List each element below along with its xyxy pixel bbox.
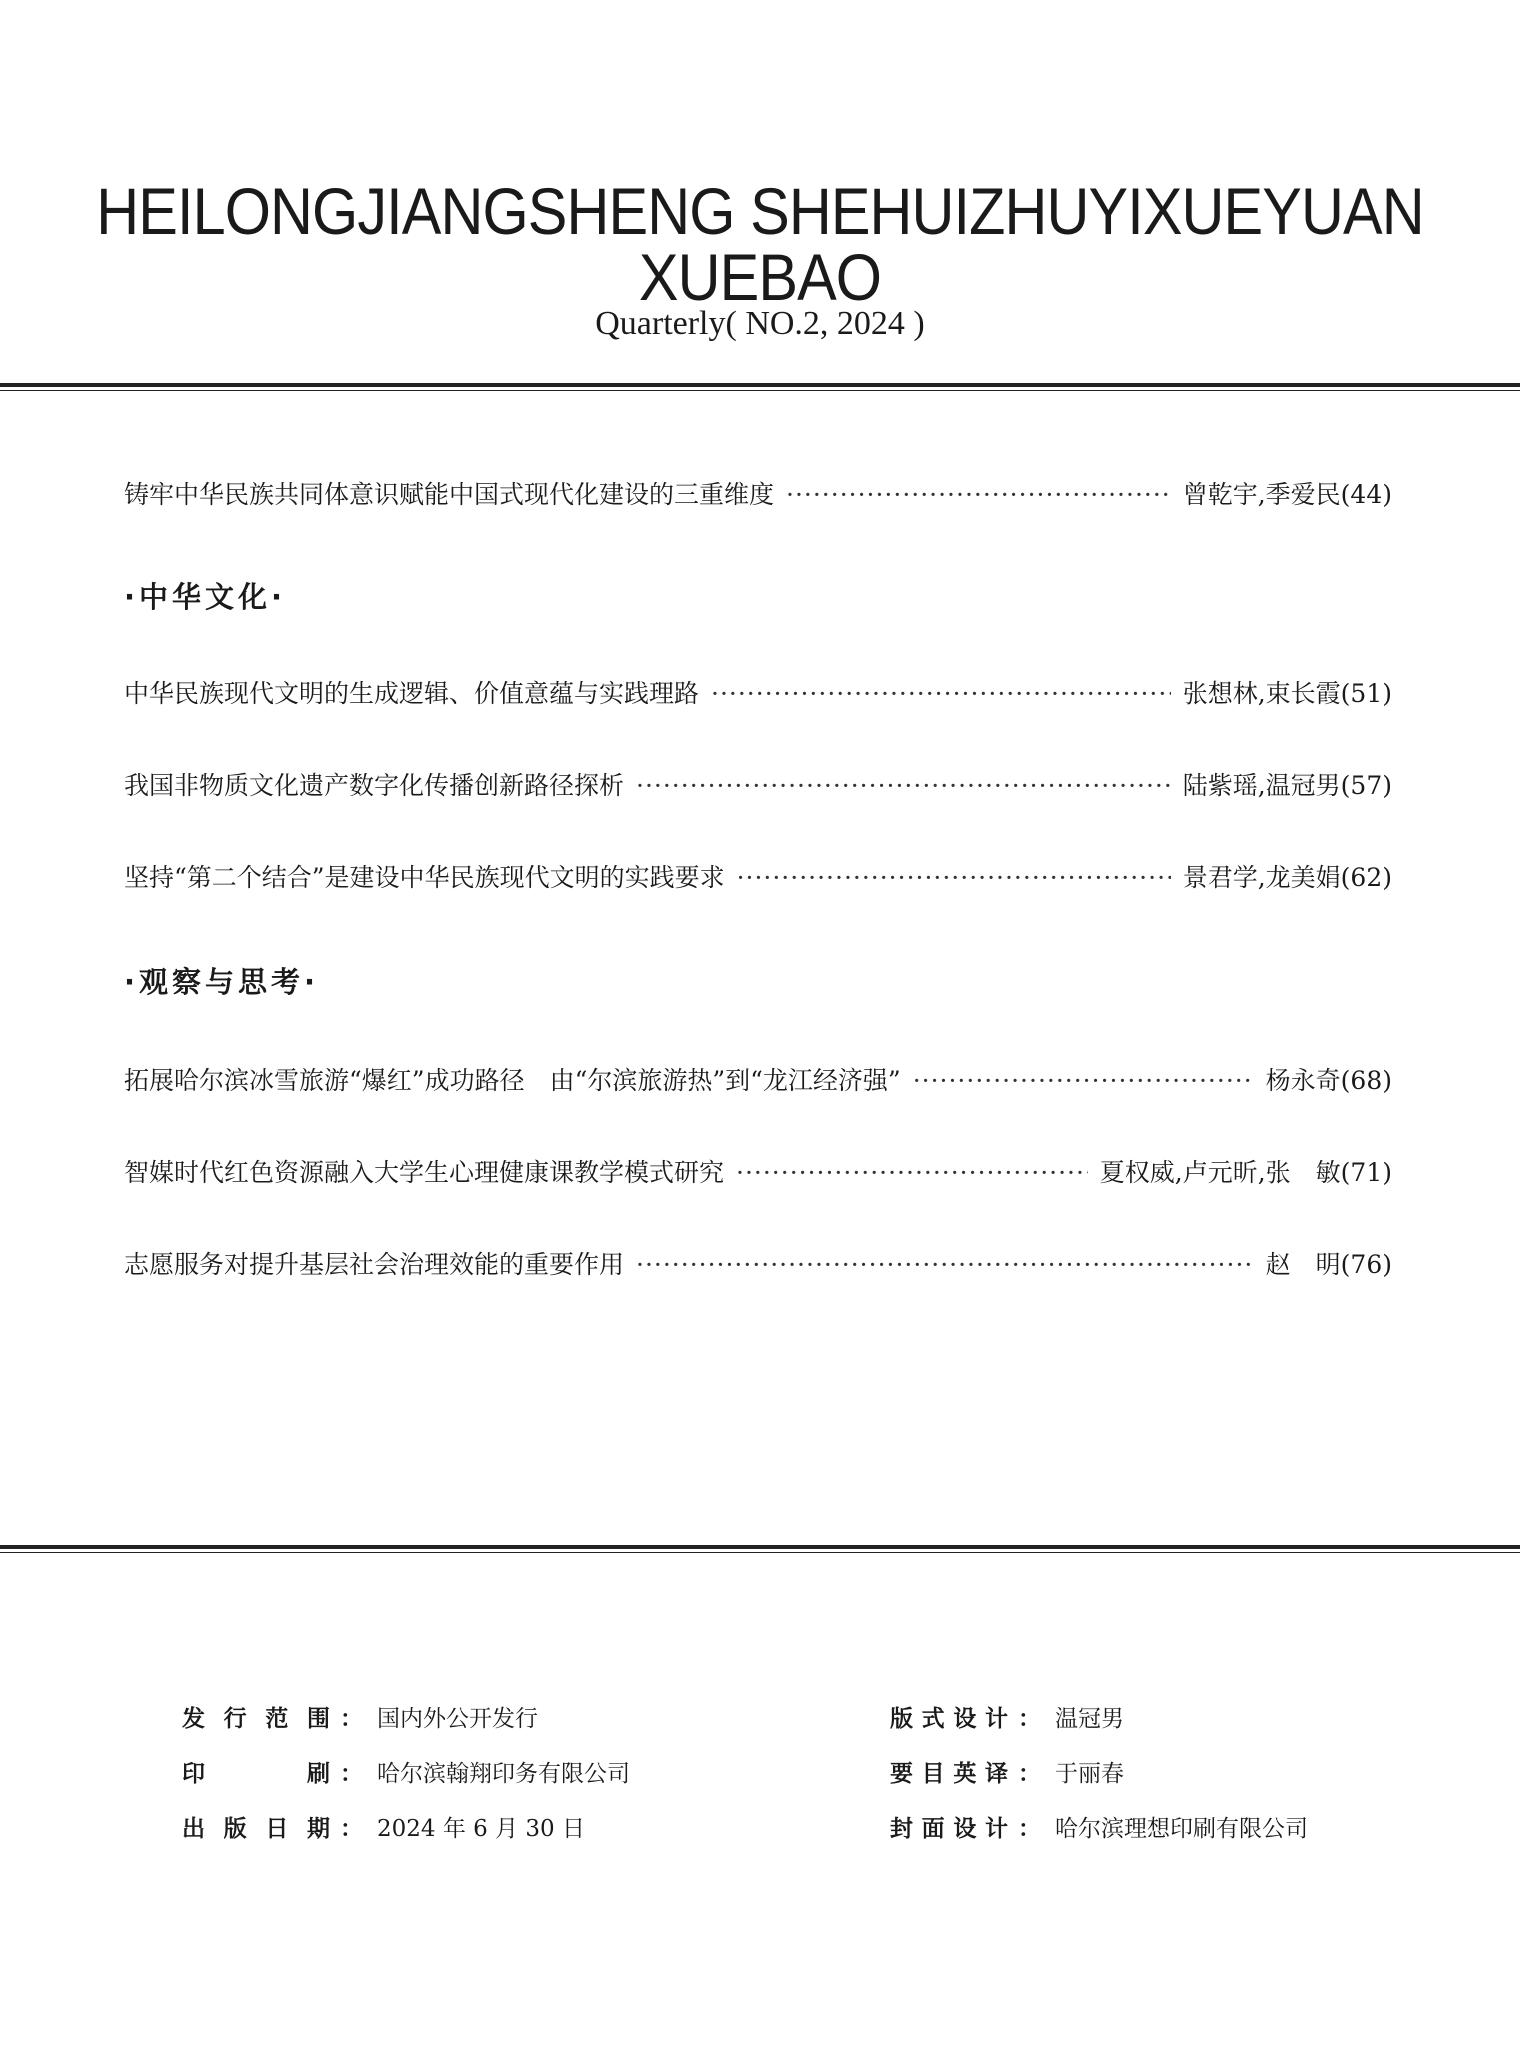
info-publish-date bbox=[182, 1810, 585, 1843]
info-colon: ： bbox=[1018, 1706, 1041, 1732]
info-label: 印刷 bbox=[182, 1761, 330, 1787]
toc-entry-title: 坚持“第二个结合”是建设中华民族现代文明的实践要求 bbox=[124, 863, 725, 892]
toc-entry-authors: 陆紫瑶,温冠男(57) bbox=[1182, 771, 1392, 800]
section-heading-chinese-culture: ·中华文化· bbox=[124, 580, 287, 614]
toc-entry-authors: 杨永奇(68) bbox=[1265, 1066, 1392, 1095]
toc-entry[interactable] bbox=[124, 475, 1392, 511]
toc-entry[interactable] bbox=[124, 858, 1392, 894]
info-label: 出版日期 bbox=[182, 1816, 330, 1842]
info-value: 哈尔滨翰翔印务有限公司 bbox=[377, 1761, 630, 1787]
info-colon: ： bbox=[340, 1816, 363, 1842]
info-value: 于丽春 bbox=[1055, 1761, 1124, 1787]
dot-leader bbox=[737, 863, 1171, 892]
toc-entry-title: 中华民族现代文明的生成逻辑、价值意蕴与实践理路 bbox=[124, 679, 700, 708]
toc-entry-authors: 张想林,束长霞(51) bbox=[1182, 679, 1392, 708]
toc-entry-title: 铸牢中华民族共同体意识赋能中国式现代化建设的三重维度 bbox=[124, 480, 775, 509]
info-label: 发行范围 bbox=[182, 1706, 330, 1732]
info-colon: ： bbox=[340, 1706, 363, 1732]
issue-info: Quarterly( NO.2, 2024 ) bbox=[595, 305, 925, 342]
info-distribution bbox=[182, 1700, 538, 1733]
info-colon: ： bbox=[1018, 1816, 1041, 1842]
toc-entry-authors: 景君学,龙美娟(62) bbox=[1182, 863, 1392, 892]
dot-leader bbox=[913, 1066, 1254, 1095]
info-label: 要目英译 bbox=[890, 1761, 1008, 1787]
info-value: 哈尔滨理想印刷有限公司 bbox=[1055, 1816, 1308, 1842]
info-layout-design bbox=[890, 1700, 1124, 1733]
toc-entry-authors: 夏权威,卢元昕,张 敏(71) bbox=[1099, 1158, 1392, 1187]
bottom-divider bbox=[0, 1545, 1520, 1553]
info-label: 封面设计 bbox=[890, 1816, 1008, 1842]
dot-leader bbox=[711, 679, 1171, 708]
toc-entry-title: 拓展哈尔滨冰雪旅游“爆红”成功路径 由“尔滨旅游热”到“龙江经济强” bbox=[124, 1066, 901, 1095]
top-divider bbox=[0, 383, 1520, 391]
toc-entry-title: 志愿服务对提升基层社会治理效能的重要作用 bbox=[124, 1250, 625, 1279]
info-colon: ： bbox=[1018, 1761, 1041, 1787]
info-value: 2024 年 6 月 30 日 bbox=[377, 1816, 585, 1842]
info-value: 温冠男 bbox=[1055, 1706, 1124, 1732]
info-label: 版式设计 bbox=[890, 1706, 1008, 1732]
section-heading-observation: ·观察与思考· bbox=[124, 965, 320, 999]
info-cover-design bbox=[890, 1810, 1308, 1843]
info-value: 国内外公开发行 bbox=[377, 1706, 538, 1732]
journal-title: HEILONGJIANGSHENG SHEHUIZHUYIXUEYUAN XUEBAO bbox=[96, 174, 1424, 314]
toc-entry-title: 我国非物质文化遗产数字化传播创新路径探析 bbox=[124, 771, 625, 800]
toc-entry-authors: 赵 明(76) bbox=[1265, 1250, 1392, 1279]
info-printing bbox=[182, 1755, 630, 1788]
toc-entry-authors: 曾乾宇,季爱民(44) bbox=[1182, 480, 1392, 509]
toc-entry[interactable] bbox=[124, 766, 1392, 802]
info-english-translation bbox=[890, 1755, 1124, 1788]
dot-leader bbox=[736, 1158, 1088, 1187]
info-colon: ： bbox=[340, 1761, 363, 1787]
toc-entry[interactable] bbox=[124, 1061, 1392, 1097]
toc-entry-title: 智媒时代红色资源融入大学生心理健康课教学模式研究 bbox=[124, 1158, 725, 1187]
toc-entry[interactable] bbox=[124, 1245, 1392, 1281]
dot-leader bbox=[636, 1250, 1254, 1279]
dot-leader bbox=[786, 480, 1171, 509]
toc-entry[interactable] bbox=[124, 674, 1392, 710]
dot-leader bbox=[636, 771, 1171, 800]
toc-entry[interactable] bbox=[124, 1153, 1392, 1189]
